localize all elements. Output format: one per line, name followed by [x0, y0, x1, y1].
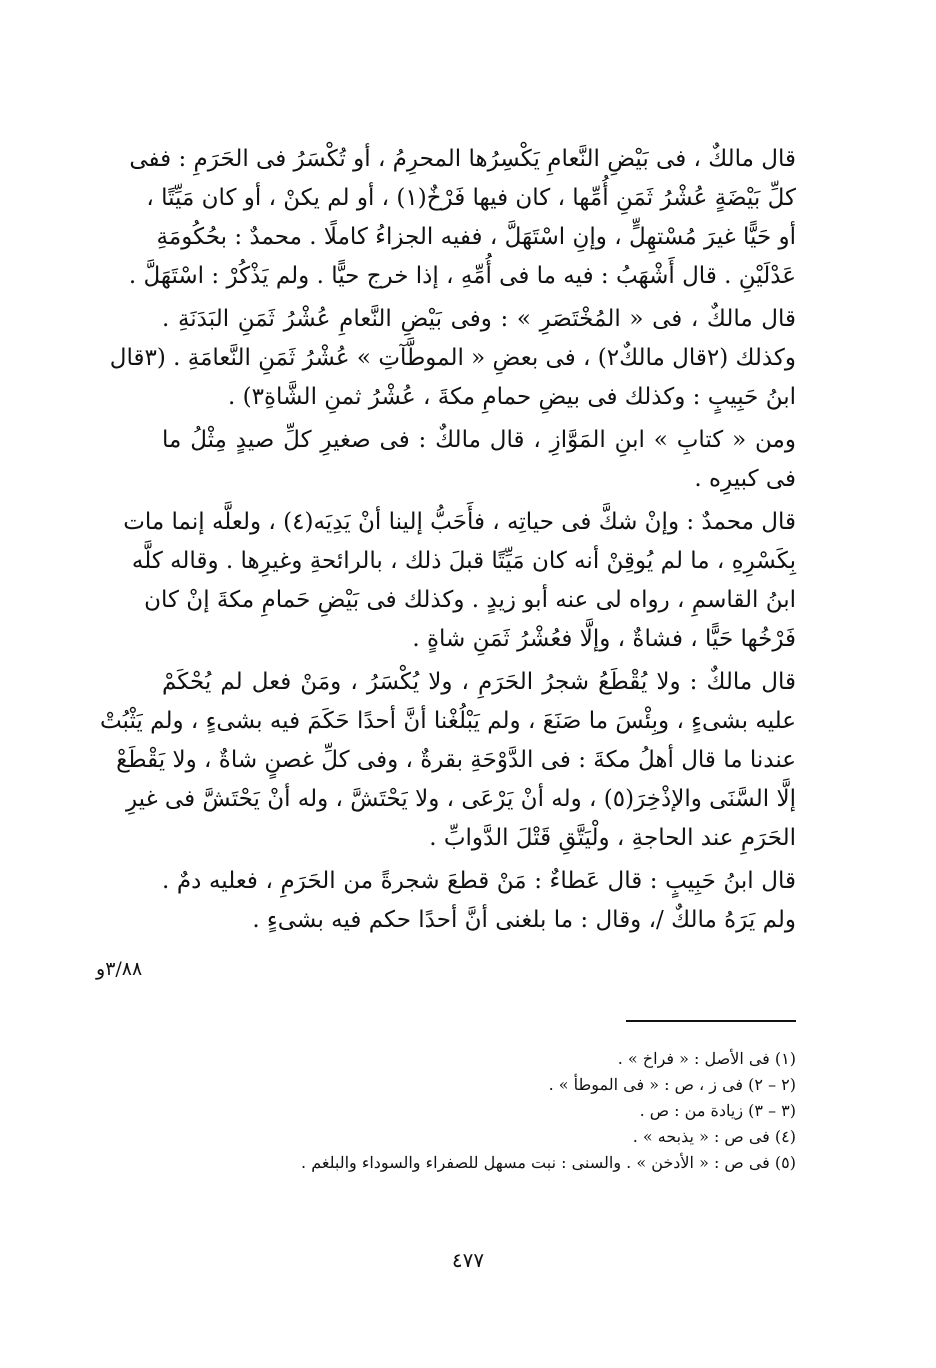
text-line: عليه بشىءٍ ، وبِئْسَ ما صَنَعَ ، ولم يَبْلُغْنا أنَّ أحدًا حَكَمَ فيه بشىءٍ ، ولم يَثْبُتْ [99, 708, 796, 734]
page-number: ٤٧٧ [451, 1248, 485, 1272]
paragraph [99, 663, 796, 858]
paragraph [128, 140, 796, 296]
footnote: (١) فى الأصل : « فراخ » . [617, 1049, 796, 1068]
text-line: ابنُ حَبِيبٍ : وكذلك فى بيضِ حمامِ مكةَ ، عُشْرُ ثمنِ الشَّاةِ٣) . [228, 384, 796, 410]
paragraph [123, 503, 796, 659]
text-line: ومن « كتابِ » ابنِ المَوَّازِ ، قال مالكٌ : فى صغيرِ كلِّ صيدٍ مِثْلُ ما [162, 427, 796, 453]
text-line: قال ابنُ حَبِيبٍ : قال عَطاءٌ : مَنْ قطعَ شجرةً من الحَرَمِ ، فعليه دمٌ . [162, 868, 796, 894]
paragraph [109, 300, 796, 417]
footnote: (٣ – ٣) زيادة من : ص . [639, 1101, 796, 1120]
text-line: عندنا ما قال أهلُ مكةَ : فى الدَّوْحَةِ بقرةٌ ، وفى كلِّ غصنٍ شاةٌ ، ولا يَقْطَعْ [116, 747, 796, 773]
manuscript-folio-marker: ٣/٨٨و [96, 958, 143, 980]
footnote: (٢ – ٢) فى ز ، ص : « فى الموطأ » . [548, 1075, 796, 1094]
footnote: (٥) فى ص : « الأدخن » . والسنى : نبت مسهل للصفراء والسوداء والبلغم . [301, 1153, 796, 1172]
text-line: وكذلك (٢قال مالكٌ٢) ، فى بعضِ « الموطَّآتِ » عُشْرُ ثَمَنِ النَّعامَةِ . (٣قال [109, 345, 796, 371]
text-line: قال مالكٌ ، فى « المُخْتَصَرِ » : وفى بَيْضِ النَّعامِ عُشْرُ ثَمَنِ البَدَنَةِ . [162, 306, 796, 332]
text-line: قال محمدٌ : وإنْ شكَّ فى حياتِه ، فأَحَبُّ إلينا أنْ يَدِيَه(٤) ، ولعلَّه إنما مات [123, 509, 796, 535]
text-line: عَدْلَيْنِ . قال أَشْهَبُ : فيه ما فى أُمِّهِ ، إذا خرج حيًّا . ولم يَذْكُرْ : اسْتَهَلَّ . [128, 263, 796, 289]
footnotes [290, 1046, 796, 1176]
text-line: قال مالكٌ : ولا يُقْطَعُ شجرُ الحَرَمِ ، ولا يُكْسَرُ ، ومَنْ فعل لم يُحْكَمْ [162, 669, 796, 695]
text-line: قال مالكٌ ، فى بَيْضِ النَّعامِ يَكْسِرُها المحرِمُ ، أو تُكْسَرُ فى الحَرَمِ : ففى [129, 146, 796, 172]
text-line: فَرْخُها حَيًّا ، فشاةٌ ، وإلَّا فعُشْرُ ثَمَنِ شاةٍ . [412, 626, 796, 652]
footnote: (٤) فى ص : « يذبحه » . [632, 1127, 796, 1146]
paragraph [162, 862, 796, 940]
text-line: الحَرَمِ عند الحاجةِ ، ولْيَتَّقِ قَتْلَ الدَّوابِّ . [429, 825, 796, 851]
text-line: ابنُ القاسمِ ، رواه لى عنه أبو زيدٍ . وكذلك فى بَيْضِ حَمامِ مكةَ إنْ كان [144, 587, 796, 613]
text-line: بِكَسْرِهِ ، ما لم يُوقِنْ أنه كان مَيِّتًا قبلَ ذلك ، بالرائحةِ وغيرِها . وقاله كلَّه [131, 548, 796, 574]
footnote-divider [626, 1020, 796, 1022]
main-text [99, 140, 796, 944]
text-line: فى كبيرِه . [694, 466, 796, 492]
text-line: أو حَيًّا غيرَ مُسْتهِلٍّ ، وإنِ اسْتَهَلَّ ، ففيه الجزاءُ كاملًا . محمدٌ : بحُكُومَةِ [156, 224, 796, 250]
text-line: ولم يَرَهُ مالكٌ /، وقال : ما بلغنى أنَّ أحدًا حكم فيه بشىءٍ . [252, 907, 796, 933]
text-line: كلِّ بَيْضَةٍ عُشْرُ ثَمَنِ أُمِّها ، كان فيها فَرْخٌ(١) ، أو لم يكنْ ، أو كان مَيِّتًا ، [146, 185, 796, 211]
text-line: إلَّا السَّنَى والإذْخِرَ(٥) ، وله أنْ يَرْعَى ، ولا يَحْتَشَّ ، وله أنْ يَحْتَشَّ فى غيرِ [125, 786, 796, 812]
paragraph [162, 421, 796, 499]
